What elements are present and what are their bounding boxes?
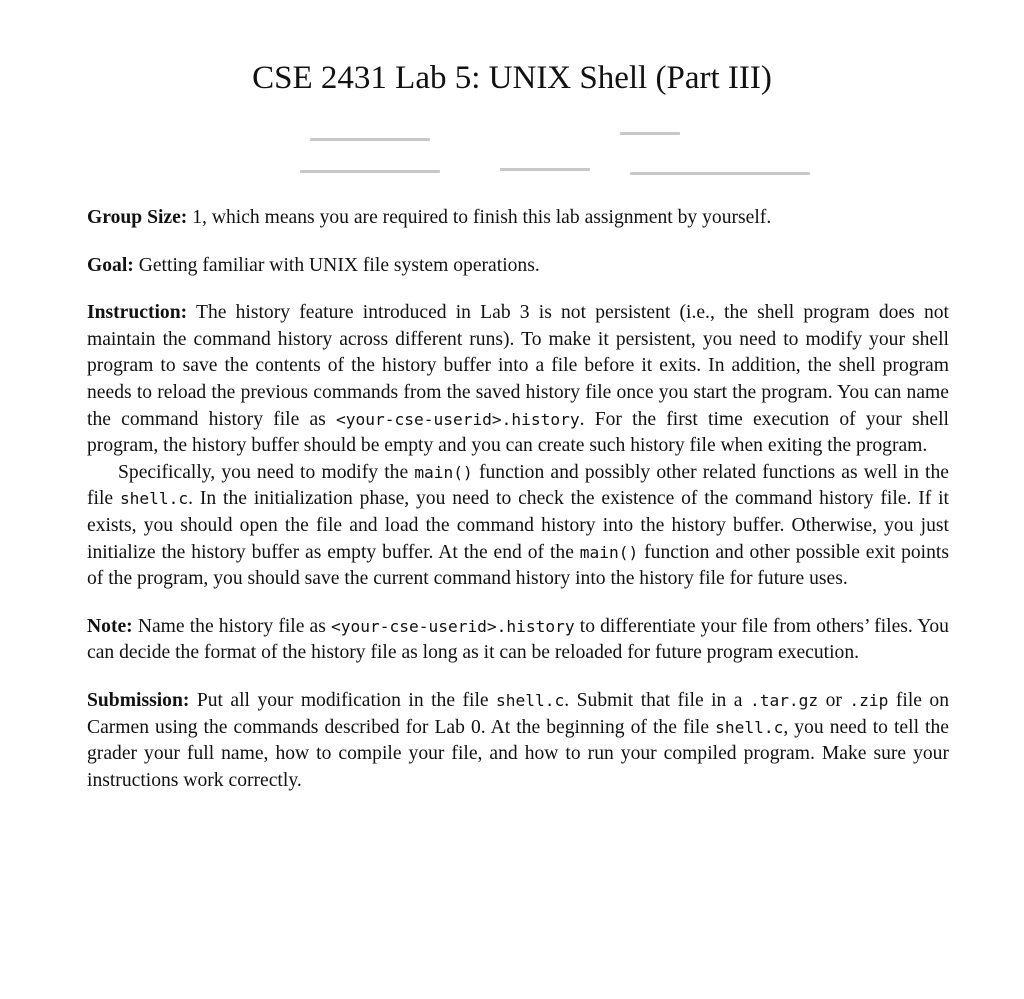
tar-extension: .tar.gz <box>749 690 819 710</box>
lab-body <box>87 205 949 794</box>
instruction-text: The history feature introduced in Lab 3 is not persistent (i.e., the shell program does not maintain the command history across different runs). To make it persistent, you need to modify your shell program to save the contents of the history buffer into a file before it exits. In addition, the shell program needs to reload the previous commands from the saved history file once you start the program. You can name the command history file as <box>87 302 949 430</box>
submission-text: Put all your modification in the file <box>189 689 497 711</box>
submission-text: . Submit that file in a <box>564 689 750 711</box>
instruction-text: . In the initialization phase, you need to check the existence of the command history file. If it exists, you should open the file and load the command history into the history buffer. Otherwise, you just initialize the history buffer as empty buffer. At the end of the <box>87 488 949 563</box>
shell-filename: shell.c <box>496 690 565 710</box>
shell-filename: shell.c <box>119 489 189 509</box>
submission-text: or <box>818 689 850 711</box>
zip-extension: .zip <box>849 690 889 710</box>
redacted-mark <box>310 138 430 141</box>
redacted-mark <box>500 168 590 171</box>
history-filename: <your-cse-userid>.history <box>331 616 575 636</box>
instruction-paragraph-2 <box>87 460 949 593</box>
instruction-label: Instruction: <box>87 302 188 324</box>
redacted-instructor-info <box>210 128 850 188</box>
submission-paragraph <box>87 688 949 794</box>
shell-filename: shell.c <box>715 717 784 737</box>
note-label: Note: <box>87 615 133 637</box>
submission-text: file on Carmen using the commands described for Lab 0. At the beginning of the file <box>87 689 950 738</box>
page-title: CSE 2431 Lab 5: UNIX Shell (Part III) <box>252 60 772 96</box>
goal-paragraph <box>87 253 949 280</box>
redacted-mark <box>620 132 680 135</box>
redacted-mark <box>630 172 810 175</box>
group-size-text: 1, which means you are required to finish this lab assignment by yourself. <box>187 207 772 228</box>
instruction-text: function and possibly other related functions as well in the file <box>87 461 949 510</box>
note-text: Name the history file as <box>132 615 331 637</box>
instruction-paragraph <box>87 300 949 460</box>
group-size-label: Group Size: <box>87 207 188 228</box>
group-size-paragraph <box>87 205 949 232</box>
redacted-mark <box>300 170 440 173</box>
note-text: to differentiate your file from others’ files. You can decide the format of the history file as long as it can be reloaded for future program execution. <box>87 615 949 664</box>
submission-label: Submission: <box>87 689 190 711</box>
note-paragraph <box>87 614 949 667</box>
instruction-text: . For the first time execution of your shell program, the history buffer should be empty and you can create such history file when exiting the program. <box>87 408 949 457</box>
goal-label: Goal: <box>87 254 134 276</box>
main-function: main() <box>414 462 473 482</box>
instruction-text: Specifically, you need to modify the <box>118 461 415 483</box>
main-function: main() <box>579 542 639 562</box>
history-filename: <your-cse-userid>.history <box>336 409 580 429</box>
instruction-text: function and other possible exit points of the program, you should save the current command history into the history file for future uses. <box>87 541 949 590</box>
goal-text: Getting familiar with UNIX file system operations. <box>133 254 540 276</box>
submission-text: , you need to tell the grader your full name, how to compile your file, and how to run your compiled program. Make sure your instructions work correctly. <box>87 716 949 791</box>
